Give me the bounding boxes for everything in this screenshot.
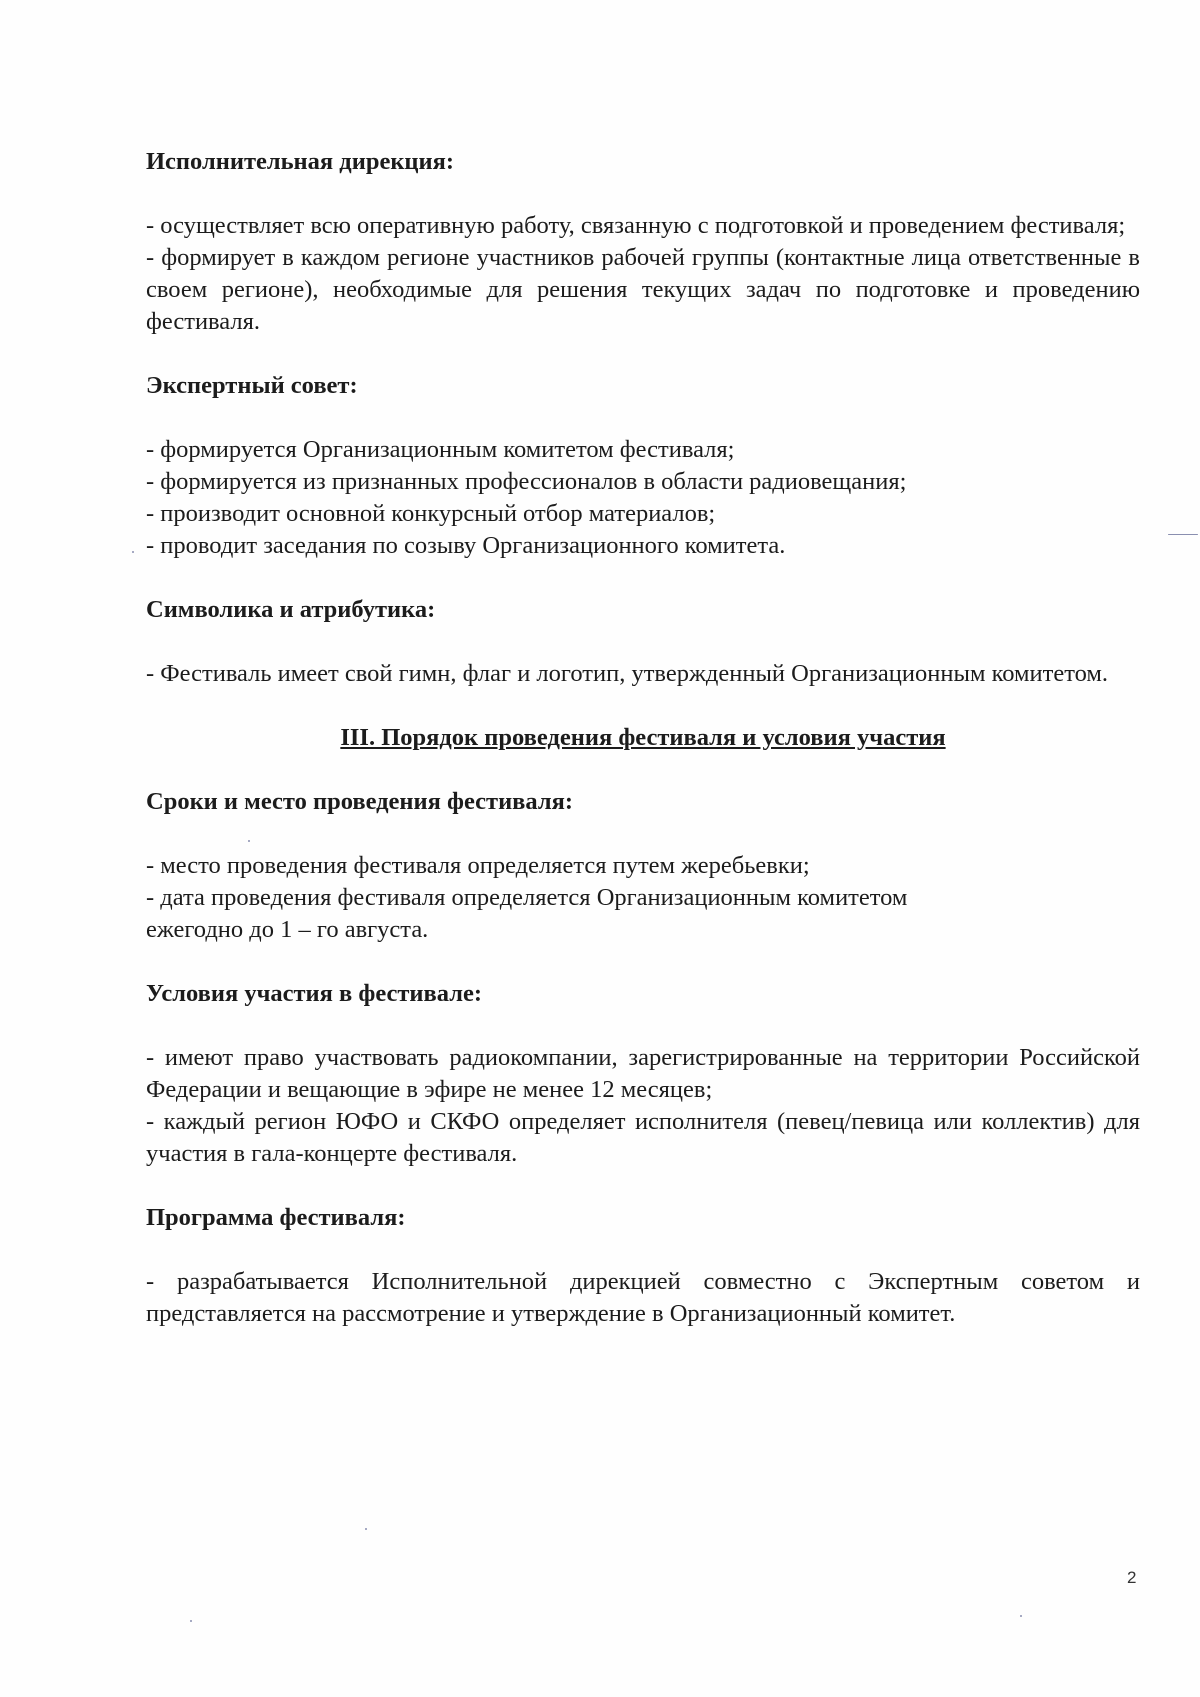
- expert-council-item-1: - формируется Организационным комитетом фестиваля;: [146, 436, 735, 463]
- scan-speck: [1168, 534, 1198, 535]
- conditions-item-1: - имеют право участвовать радиокомпании, зарегистрированные на территории Российской Федерации и вещающие в эфире не менее 12 месяцев;: [146, 1044, 1140, 1103]
- section-three-title: III. Порядок проведения фестиваля и условия участия: [340, 724, 946, 751]
- exec-direction-heading: Исполнительная дирекция:: [146, 148, 455, 175]
- scan-speck: [248, 840, 250, 842]
- page-content: [146, 146, 1140, 1330]
- program-item-1: - разрабатывается Исполнительной дирекцией совместно с Экспертным советом и представляется на рассмотрение и утверждение в Организационный комитет.: [146, 1268, 1140, 1327]
- conditions-heading: Условия участия в фестивале:: [146, 980, 483, 1007]
- dates-place-heading: Сроки и место проведения фестиваля:: [146, 788, 574, 815]
- exec-direction-item-1: - осуществляет всю оперативную работу, связанную с подготовкой и проведением фестиваля;: [146, 212, 1126, 239]
- expert-council-heading: Экспертный совет:: [146, 372, 358, 399]
- page-number: 2: [1127, 1568, 1137, 1587]
- scan-speck: [132, 551, 134, 553]
- scan-speck: [190, 1620, 192, 1622]
- scan-speck: [1020, 1615, 1022, 1617]
- dates-place-line-1: - место проведения фестиваля определяется путем жеребьевки;: [146, 852, 810, 879]
- scan-speck: [365, 1528, 367, 1530]
- exec-direction-item-2: - формирует в каждом регионе участников рабочей группы (контактные лица ответственные в своем регионе), необходимые для решения текущих задач по подготовке и проведению фестиваля.: [146, 244, 1140, 335]
- dates-place-line-3: ежегодно до 1 – го августа.: [146, 916, 429, 943]
- conditions-item-2: - каждый регион ЮФО и СКФО определяет исполнителя (певец/певица или коллектив) для участия в гала-концерте фестиваля.: [146, 1108, 1140, 1167]
- dates-place-line-2: - дата проведения фестиваля определяется Организационным комитетом: [146, 884, 908, 911]
- expert-council-item-2: - формируется из признанных профессионалов в области радиовещания;: [146, 468, 907, 495]
- symbols-item-1: - Фестиваль имеет свой гимн, флаг и логотип, утвержденный Организационным комитетом.: [146, 660, 1109, 687]
- expert-council-item-3: - производит основной конкурсный отбор материалов;: [146, 500, 716, 527]
- program-heading: Программа фестиваля:: [146, 1204, 406, 1231]
- symbols-heading: Символика и атрибутика:: [146, 596, 436, 623]
- expert-council-item-4: - проводит заседания по созыву Организационного комитета.: [146, 532, 786, 559]
